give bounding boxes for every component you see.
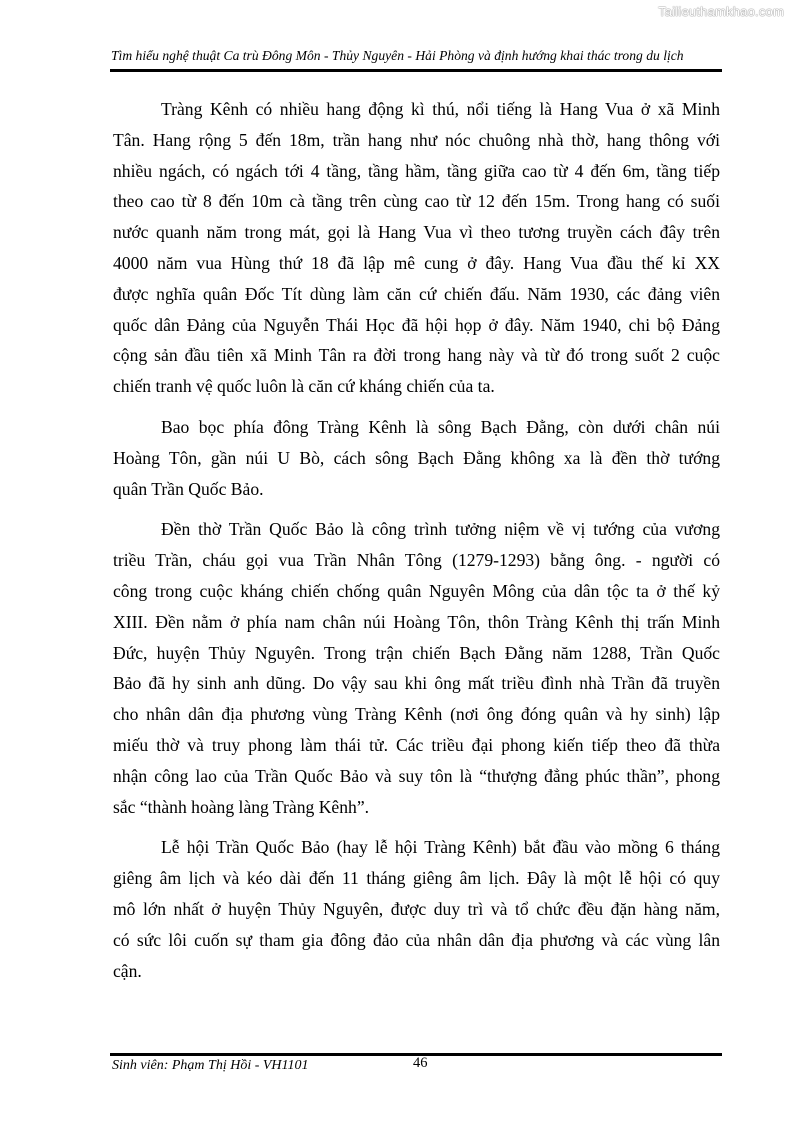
text-line: Lễ hội Trần Quốc Bảo (hay lễ hội Tràng Kênh) bắt đầu vào mồng 6 tháng xyxy=(161,837,720,858)
text-line: nước quanh năm trong mát, gọi là Hang Vua vì theo tương truyền cách đây trên xyxy=(113,222,720,243)
text-line: theo cao từ 8 đến 10m cà tầng trên cùng cao từ 12 đến 15m. Trong hang có suối xyxy=(113,191,720,212)
paragraph xyxy=(113,412,720,504)
text-line: có sức lôi cuốn sự tham gia đông đảo của nhân dân địa phương và các vùng lân xyxy=(113,929,720,950)
text-line: cho nhân dân địa phương vùng Tràng Kênh (nơi ông đóng quân và hy sinh) lập xyxy=(113,704,720,725)
page-number: 46 xyxy=(413,1055,428,1071)
footer-author: Sinh viên: Phạm Thị Hồi - VH1101 xyxy=(112,1058,309,1073)
text-line: 4000 năm vua Hùng thứ 18 đã lập mê cung ở đây. Hang Vua đầu thế kỉ XX xyxy=(113,252,720,273)
text-line: giêng âm lịch và kéo dài đến 11 tháng giêng âm lịch. Đây là một lễ hội có quy xyxy=(113,868,720,889)
paragraph xyxy=(113,832,720,986)
text-line: Bao bọc phía đông Tràng Kênh là sông Bạch Đằng, còn dưới chân núi xyxy=(161,416,720,437)
running-header: Tìm hiểu nghệ thuật Ca trù Đông Môn - Thủy Nguyên - Hải Phòng và định hướng khai thác trong du lịch xyxy=(111,48,684,63)
text-line: Tràng Kênh có nhiều hang động kì thú, nổi tiếng là Hang Vua ở xã Minh xyxy=(161,99,720,119)
text-line: Đền thờ Trần Quốc Bảo là công trình tưởng niệm về vị tướng của vương xyxy=(161,519,720,540)
paragraph xyxy=(113,514,720,822)
text-line: XIII. Đền nằm ở phía nam chân núi Hoàng Tôn, thôn Tràng Kênh thị trấn Minh xyxy=(113,611,720,632)
text-line: miếu thờ và truy phong làm thái tử. Các triều đại phong kiến tiếp theo đã thừa xyxy=(113,734,720,755)
text-line: mô lớn nhất ở huyện Thủy Nguyên, được duy trì và tổ chức đều đặn hàng năm, xyxy=(113,898,720,919)
text-line: Đức, huyện Thủy Nguyên. Trong trận chiến Bạch Đằng năm 1288, Trần Quốc xyxy=(113,642,720,663)
text-line: nhiều ngách, có ngách tới 4 tầng, tầng hầm, tầng giữa cao từ 4 đến 6m, tầng tiếp xyxy=(113,160,720,181)
text-line: nhận công lao của Trần Quốc Bảo và suy tôn là “thượng đẳng phúc thần”, phong xyxy=(113,765,720,786)
text-line: Bảo đã hy sinh anh dũng. Do vậy sau khi ông mất triều đình nhà Trần đã truyền xyxy=(113,673,720,694)
paragraph xyxy=(113,94,720,402)
document-body xyxy=(113,94,720,996)
text-line: cận. xyxy=(113,960,142,981)
text-line: Tân. Hang rộng 5 đến 18m, trần hang như nóc chuông nhà thờ, hang thông với xyxy=(113,129,720,150)
text-line: quốc dân Đảng của Nguyễn Thái Học đã hội họp ở đây. Năm 1940, chi bộ Đảng xyxy=(113,314,720,335)
text-line: được nghĩa quân Đốc Tít dùng làm căn cứ chiến đấu. Năm 1930, các đảng viên xyxy=(113,283,720,304)
text-line: chiến tranh vệ quốc luôn là căn cứ kháng chiến của ta. xyxy=(113,376,495,397)
text-line: công trong cuộc kháng chiến chống quân Nguyên Mông của dân tộc ta ở thế kỷ xyxy=(113,580,720,601)
header-rule xyxy=(110,69,722,72)
text-line: triều Trần, cháu gọi vua Trần Nhân Tông (1279-1293) bằng ông. - người có xyxy=(113,550,720,571)
text-line: sắc “thành hoàng làng Tràng Kênh”. xyxy=(113,796,370,817)
text-line: Hoàng Tôn, gần núi U Bò, cách sông Bạch Đằng không xa là đền thờ tướng xyxy=(113,447,720,468)
text-line: quân Trần Quốc Bảo. xyxy=(113,478,264,499)
text-line: cộng sản đầu tiên xã Minh Tân ra đời trong hang này và từ đó trong suốt 2 cuộc xyxy=(113,345,720,366)
watermark: Tailieuthamkhao.com xyxy=(658,4,784,19)
